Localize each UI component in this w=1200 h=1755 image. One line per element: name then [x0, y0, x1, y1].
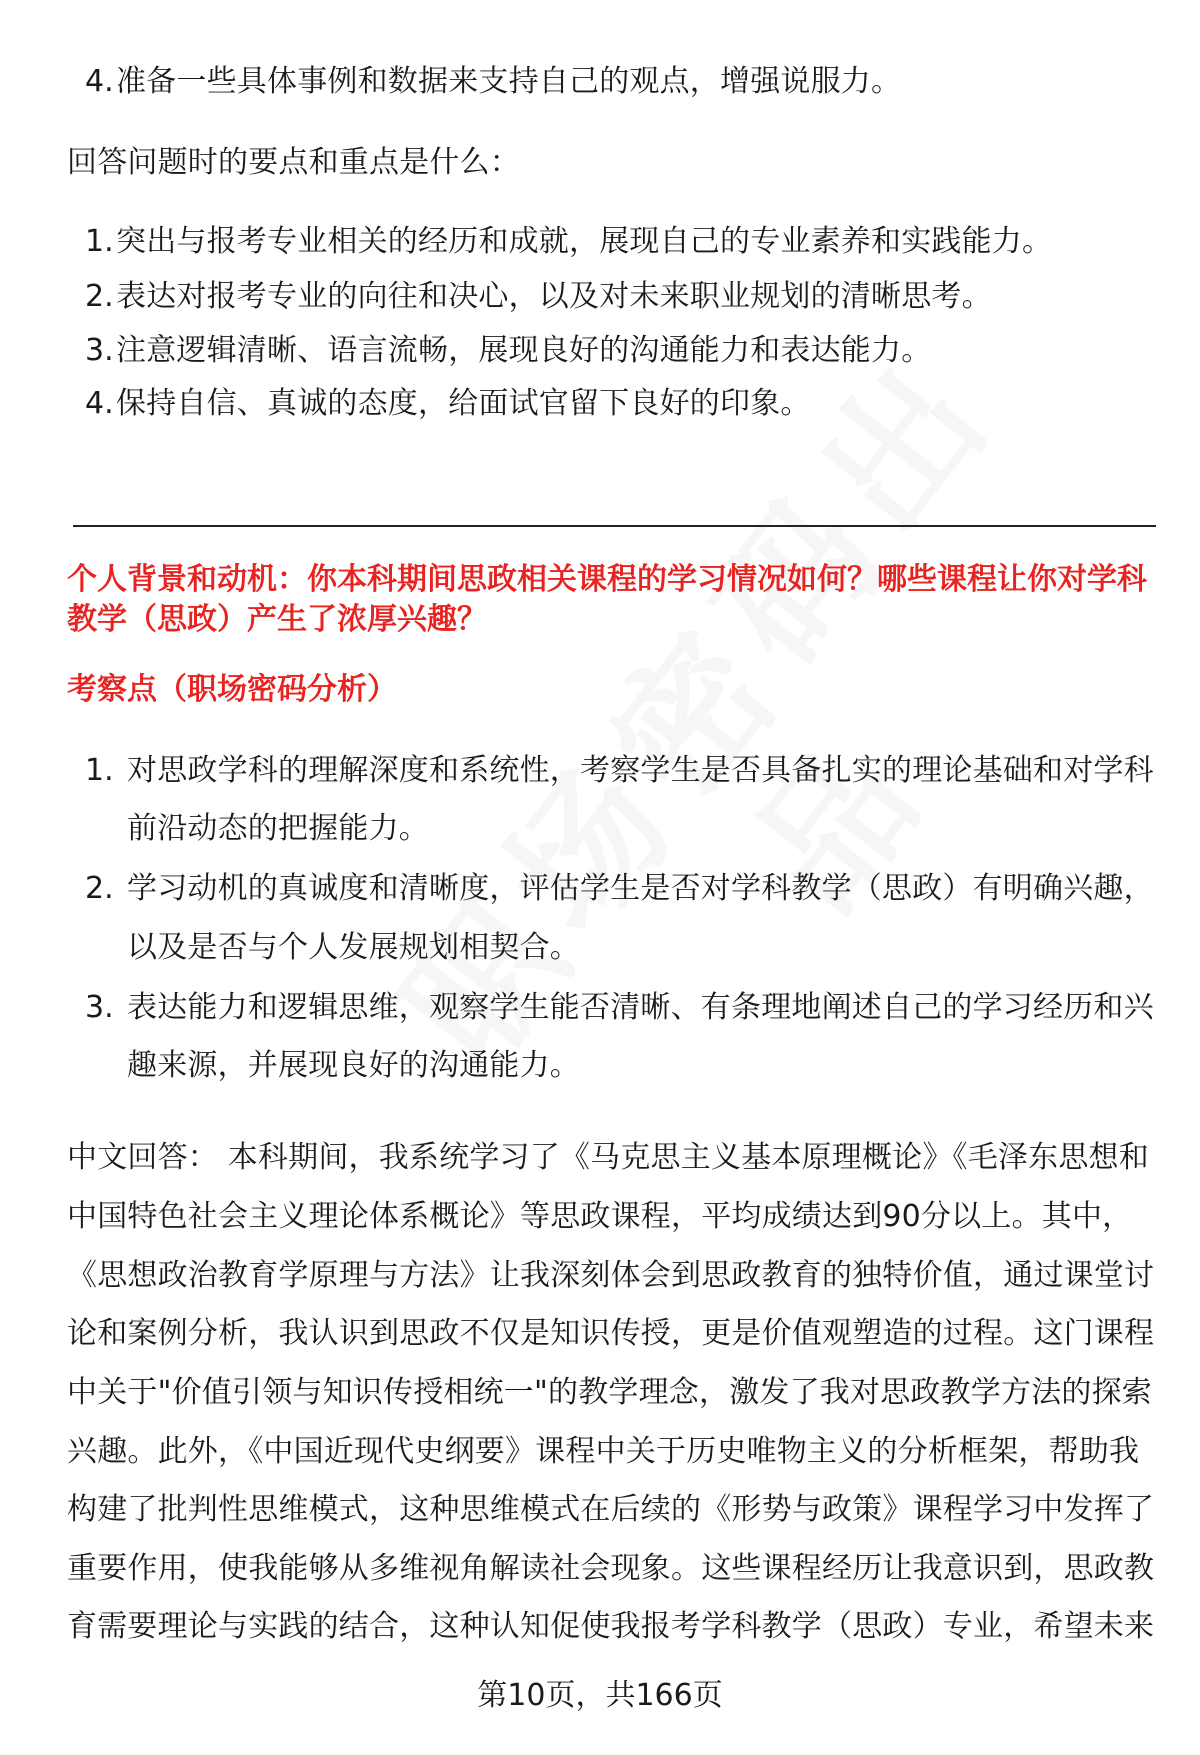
list-text-line: 前沿动态的把握能力。: [127, 811, 429, 846]
answer-line: 中关于"价值引领与知识传授相统一"的教学理念，激发了我对思政教学方法的探索: [67, 1375, 1152, 1410]
list-text-line: 学习动机的真诚度和清晰度，评估学生是否对学科教学（思政）有明确兴趣，: [127, 871, 1154, 906]
answer-line: 中国特色社会主义理论体系概论》等思政课程，平均成绩达到90分以上。其中，: [67, 1199, 1133, 1234]
answer-line: 育需要理论与实践的结合，这种认知促使我报考学科教学（思政）专业，希望未来: [67, 1609, 1155, 1644]
exam-points-title: 考察点（职场密码分析）: [67, 672, 397, 707]
question-line: 个人背景和动机：你本科期间思政相关课程的学习情况如何？哪些课程让你对学科: [67, 562, 1147, 597]
list-number: 3.: [85, 333, 114, 368]
list-text: 准备一些具体事例和数据来支持自己的观点，增强说服力。: [116, 64, 902, 99]
list-text: 突出与报考专业相关的经历和成就，展现自己的专业素养和实践能力。: [116, 224, 1053, 259]
list-text: 保持自信、真诚的态度，给面试官留下良好的印象。: [116, 386, 811, 421]
list-number: 1.: [85, 224, 114, 259]
answer-line: 《思想政治教育学原理与方法》让我深刻体会到思政教育的独特价值，通过课堂讨: [67, 1258, 1155, 1293]
answer-line: 中文回答： 本科期间，我系统学习了《马克思主义基本原理概论》《毛泽东思想和: [67, 1140, 1149, 1175]
list-text: 表达对报考专业的向往和决心，以及对未来职业规划的清晰思考。: [116, 279, 992, 314]
list-number: 2.: [85, 871, 114, 906]
question-line: 教学（思政）产生了浓厚兴趣？: [67, 602, 487, 637]
answer-line: 重要作用，使我能够从多维视角解读社会现象。这些课程经历让我意识到，思政教: [67, 1551, 1155, 1586]
list-text-line: 对思政学科的理解深度和系统性，考察学生是否具备扎实的理论基础和对学科: [127, 753, 1154, 788]
list-number: 1.: [85, 753, 114, 788]
answer-line: 论和案例分析，我认识到思政不仅是知识传授，更是价值观塑造的过程。这门课程: [67, 1316, 1155, 1351]
list-text: 注意逻辑清晰、语言流畅，展现良好的沟通能力和表达能力。: [116, 333, 932, 368]
list-number: 2.: [85, 279, 114, 314]
question-key-points: 回答问题时的要点和重点是什么：: [67, 145, 520, 180]
section-divider: [73, 525, 1156, 527]
list-text-line: 以及是否与个人发展规划相契合。: [127, 930, 580, 965]
list-text-line: 趣来源，并展现良好的沟通能力。: [127, 1048, 580, 1083]
list-number: 4.: [85, 386, 114, 421]
list-number: 3.: [85, 990, 114, 1025]
page-footer: 第10页，共166页: [477, 1678, 723, 1713]
answer-line: 兴趣。此外，《中国近现代史纲要》课程中关于历史唯物主义的分析框架，帮助我: [67, 1434, 1140, 1469]
list-text-line: 表达能力和逻辑思维，观察学生能否清晰、有条理地阐述自己的学习经历和兴: [127, 990, 1154, 1025]
list-number: 4.: [85, 64, 114, 99]
answer-line: 构建了批判性思维模式，这种思维模式在后续的《形势与政策》课程学习中发挥了: [67, 1492, 1155, 1527]
